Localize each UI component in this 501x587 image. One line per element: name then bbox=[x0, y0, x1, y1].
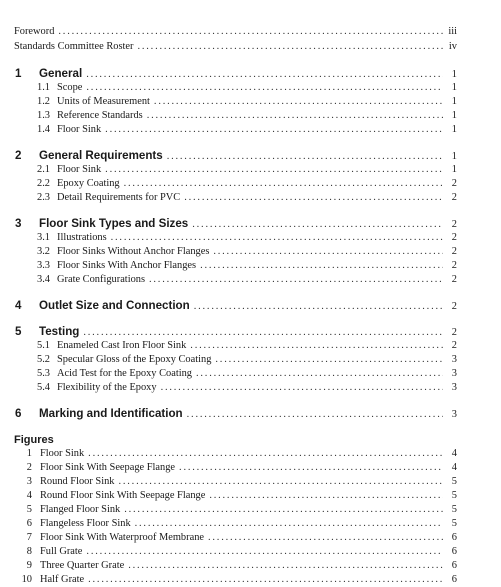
section-title: General bbox=[39, 67, 83, 80]
section-number: 1 bbox=[15, 67, 22, 80]
dot-leader bbox=[187, 408, 443, 422]
subsection-page: 3 bbox=[451, 354, 457, 365]
dot-leader bbox=[209, 489, 443, 503]
subsection-number: 5.4 bbox=[37, 382, 50, 393]
dot-leader bbox=[184, 191, 443, 205]
toc-figure[interactable] bbox=[0, 545, 501, 559]
subsection-title: Epoxy Coating bbox=[57, 178, 120, 189]
section-title: Floor Sink Types and Sizes bbox=[39, 217, 189, 230]
section-title: Outlet Size and Connection bbox=[39, 299, 190, 312]
figure-page: 5 bbox=[451, 476, 457, 487]
subsection-number: 3.1 bbox=[37, 232, 50, 243]
section-number: 3 bbox=[15, 217, 22, 230]
subsection-page: 1 bbox=[451, 110, 457, 121]
toc-figure[interactable] bbox=[0, 517, 501, 531]
toc-subsection[interactable] bbox=[0, 95, 501, 109]
figure-page: 6 bbox=[451, 560, 457, 571]
dot-leader bbox=[105, 163, 443, 177]
dot-leader bbox=[208, 531, 443, 545]
toc-figure[interactable] bbox=[0, 475, 501, 489]
section-title: Testing bbox=[39, 325, 80, 338]
toc-subsection[interactable] bbox=[0, 381, 501, 395]
subsection-number: 1.4 bbox=[37, 124, 50, 135]
toc-subsection[interactable] bbox=[0, 81, 501, 95]
subsection-page: 3 bbox=[451, 382, 457, 393]
dot-leader bbox=[154, 95, 443, 109]
figure-title: Flangeless Floor Sink bbox=[40, 518, 131, 529]
figure-page: 5 bbox=[451, 490, 457, 501]
toc-subsection[interactable] bbox=[0, 191, 501, 205]
dot-leader bbox=[213, 245, 443, 259]
subsection-number: 1.3 bbox=[37, 110, 50, 121]
subsection-title: Floor Sinks With Anchor Flanges bbox=[57, 260, 197, 271]
toc-subsection[interactable] bbox=[0, 367, 501, 381]
toc-subsection[interactable] bbox=[0, 123, 501, 137]
subsection-page: 2 bbox=[451, 192, 457, 203]
subsection-page: 1 bbox=[451, 82, 457, 93]
figure-number: 1 bbox=[26, 448, 32, 459]
dot-leader bbox=[215, 353, 443, 367]
toc-section-1[interactable] bbox=[0, 67, 501, 81]
dot-leader bbox=[194, 300, 443, 314]
subsection-title: Reference Standards bbox=[57, 110, 143, 121]
subsection-title: Detail Requirements for PVC bbox=[57, 192, 181, 203]
section-page: 2 bbox=[451, 301, 457, 312]
subsection-title: Floor Sink bbox=[57, 124, 102, 135]
toc-section-2[interactable] bbox=[0, 149, 501, 163]
subsection-number: 1.2 bbox=[37, 96, 50, 107]
toc-entry-page: iii bbox=[448, 26, 457, 37]
subsection-title: Specular Gloss of the Epoxy Coating bbox=[57, 354, 212, 365]
figure-number: 3 bbox=[26, 476, 32, 487]
toc-entry-foreword[interactable] bbox=[0, 25, 501, 39]
toc-entry-title: Foreword bbox=[14, 26, 55, 37]
dot-leader bbox=[200, 259, 443, 273]
subsection-page: 1 bbox=[451, 164, 457, 175]
toc-section-3[interactable] bbox=[0, 217, 501, 231]
toc-section-4[interactable] bbox=[0, 299, 501, 313]
dot-leader bbox=[88, 447, 443, 461]
subsection-page: 2 bbox=[451, 178, 457, 189]
toc-figure[interactable] bbox=[0, 447, 501, 461]
subsection-number: 2.1 bbox=[37, 164, 50, 175]
dot-leader bbox=[111, 231, 443, 245]
toc-subsection[interactable] bbox=[0, 245, 501, 259]
toc-entry-committee-roster[interactable] bbox=[0, 40, 501, 54]
figure-page: 6 bbox=[451, 574, 457, 585]
subsection-page: 1 bbox=[451, 124, 457, 135]
dot-leader bbox=[161, 381, 443, 395]
figure-title: Full Grate bbox=[40, 546, 83, 557]
subsection-number: 5.2 bbox=[37, 354, 50, 365]
figure-page: 5 bbox=[451, 518, 457, 529]
dot-leader bbox=[83, 326, 443, 340]
toc-entry-page: iv bbox=[448, 41, 457, 52]
dot-leader bbox=[118, 475, 443, 489]
dot-leader bbox=[86, 81, 443, 95]
figure-number: 2 bbox=[26, 462, 32, 473]
dot-leader bbox=[135, 517, 443, 531]
figure-number: 8 bbox=[26, 546, 32, 557]
dot-leader bbox=[86, 545, 443, 559]
section-page: 1 bbox=[451, 151, 457, 162]
subsection-number: 5.1 bbox=[37, 340, 50, 351]
figure-number: 6 bbox=[26, 518, 32, 529]
dot-leader bbox=[192, 218, 443, 232]
subsection-number: 3.2 bbox=[37, 246, 50, 257]
figure-title: Flanged Floor Sink bbox=[40, 504, 121, 515]
figures-heading: Figures bbox=[14, 434, 54, 446]
subsection-title: Illustrations bbox=[57, 232, 107, 243]
figure-title: Round Floor Sink bbox=[40, 476, 115, 487]
figure-title: Floor Sink bbox=[40, 448, 85, 459]
subsection-page: 2 bbox=[451, 274, 457, 285]
figure-title: Round Floor Sink With Seepage Flange bbox=[40, 490, 206, 501]
toc-subsection[interactable] bbox=[0, 259, 501, 273]
toc-entry-title: Standards Committee Roster bbox=[14, 41, 134, 52]
subsection-title: Scope bbox=[57, 82, 83, 93]
figure-number: 7 bbox=[26, 532, 32, 543]
section-number: 2 bbox=[15, 149, 22, 162]
section-number: 5 bbox=[15, 325, 22, 338]
section-number: 4 bbox=[15, 299, 22, 312]
subsection-number: 2.2 bbox=[37, 178, 50, 189]
dot-leader bbox=[196, 367, 443, 381]
dot-leader bbox=[147, 109, 443, 123]
figure-page: 4 bbox=[451, 462, 457, 473]
dot-leader bbox=[124, 503, 443, 517]
section-page: 1 bbox=[451, 69, 457, 80]
toc-subsection[interactable] bbox=[0, 231, 501, 245]
dot-leader bbox=[128, 559, 443, 573]
subsection-title: Enameled Cast Iron Floor Sink bbox=[57, 340, 187, 351]
figure-title: Half Grate bbox=[40, 574, 85, 585]
subsection-number: 5.3 bbox=[37, 368, 50, 379]
toc-subsection[interactable] bbox=[0, 339, 501, 353]
dot-leader bbox=[190, 339, 443, 353]
dot-leader bbox=[149, 273, 443, 287]
subsection-title: Floor Sink bbox=[57, 164, 102, 175]
subsection-title: Grate Configurations bbox=[57, 274, 146, 285]
toc-figure[interactable] bbox=[0, 489, 501, 503]
subsection-title: Floor Sinks Without Anchor Flanges bbox=[57, 246, 210, 257]
figure-number: 9 bbox=[26, 560, 32, 571]
figure-page: 4 bbox=[451, 448, 457, 459]
dot-leader bbox=[137, 40, 443, 54]
dot-leader bbox=[105, 123, 443, 137]
subsection-page: 2 bbox=[451, 340, 457, 351]
subsection-number: 3.4 bbox=[37, 274, 50, 285]
figure-title: Floor Sink With Seepage Flange bbox=[40, 462, 176, 473]
subsection-page: 3 bbox=[451, 368, 457, 379]
subsection-page: 1 bbox=[451, 96, 457, 107]
figure-title: Three Quarter Grate bbox=[40, 560, 125, 571]
subsection-number: 3.3 bbox=[37, 260, 50, 271]
toc-figure[interactable] bbox=[0, 559, 501, 573]
subsection-title: Units of Measurement bbox=[57, 96, 150, 107]
toc-subsection[interactable] bbox=[0, 177, 501, 191]
section-page: 2 bbox=[451, 219, 457, 230]
dot-leader bbox=[86, 68, 443, 82]
toc-subsection[interactable] bbox=[0, 273, 501, 287]
dot-leader bbox=[124, 177, 443, 191]
figure-number: 4 bbox=[26, 490, 32, 501]
figure-title: Floor Sink With Waterproof Membrane bbox=[40, 532, 205, 543]
toc-figure[interactable] bbox=[0, 531, 501, 545]
dot-leader bbox=[179, 461, 443, 475]
dot-leader bbox=[58, 25, 443, 39]
section-page: 3 bbox=[451, 409, 457, 420]
section-title: General Requirements bbox=[39, 149, 163, 162]
figure-page: 6 bbox=[451, 546, 457, 557]
subsection-page: 2 bbox=[451, 232, 457, 243]
subsection-number: 1.1 bbox=[37, 82, 50, 93]
figure-number: 10 bbox=[21, 574, 32, 585]
toc-figure[interactable] bbox=[0, 573, 501, 587]
figure-number: 5 bbox=[26, 504, 32, 515]
subsection-title: Acid Test for the Epoxy Coating bbox=[57, 368, 193, 379]
figure-page: 6 bbox=[451, 532, 457, 543]
subsection-title: Flexibility of the Epoxy bbox=[57, 382, 157, 393]
subsection-page: 2 bbox=[451, 246, 457, 257]
toc-figure[interactable] bbox=[0, 503, 501, 517]
subsection-page: 2 bbox=[451, 260, 457, 271]
section-number: 6 bbox=[15, 407, 22, 420]
subsection-number: 2.3 bbox=[37, 192, 50, 203]
figure-page: 5 bbox=[451, 504, 457, 515]
section-title: Marking and Identification bbox=[39, 407, 183, 420]
section-page: 2 bbox=[451, 327, 457, 338]
dot-leader bbox=[88, 573, 443, 587]
toc-subsection[interactable] bbox=[0, 163, 501, 177]
dot-leader bbox=[167, 150, 443, 164]
toc-subsection[interactable] bbox=[0, 109, 501, 123]
toc-section-5[interactable] bbox=[0, 325, 501, 339]
toc-figure[interactable] bbox=[0, 461, 501, 475]
toc-subsection[interactable] bbox=[0, 353, 501, 367]
toc-section-6[interactable] bbox=[0, 407, 501, 421]
